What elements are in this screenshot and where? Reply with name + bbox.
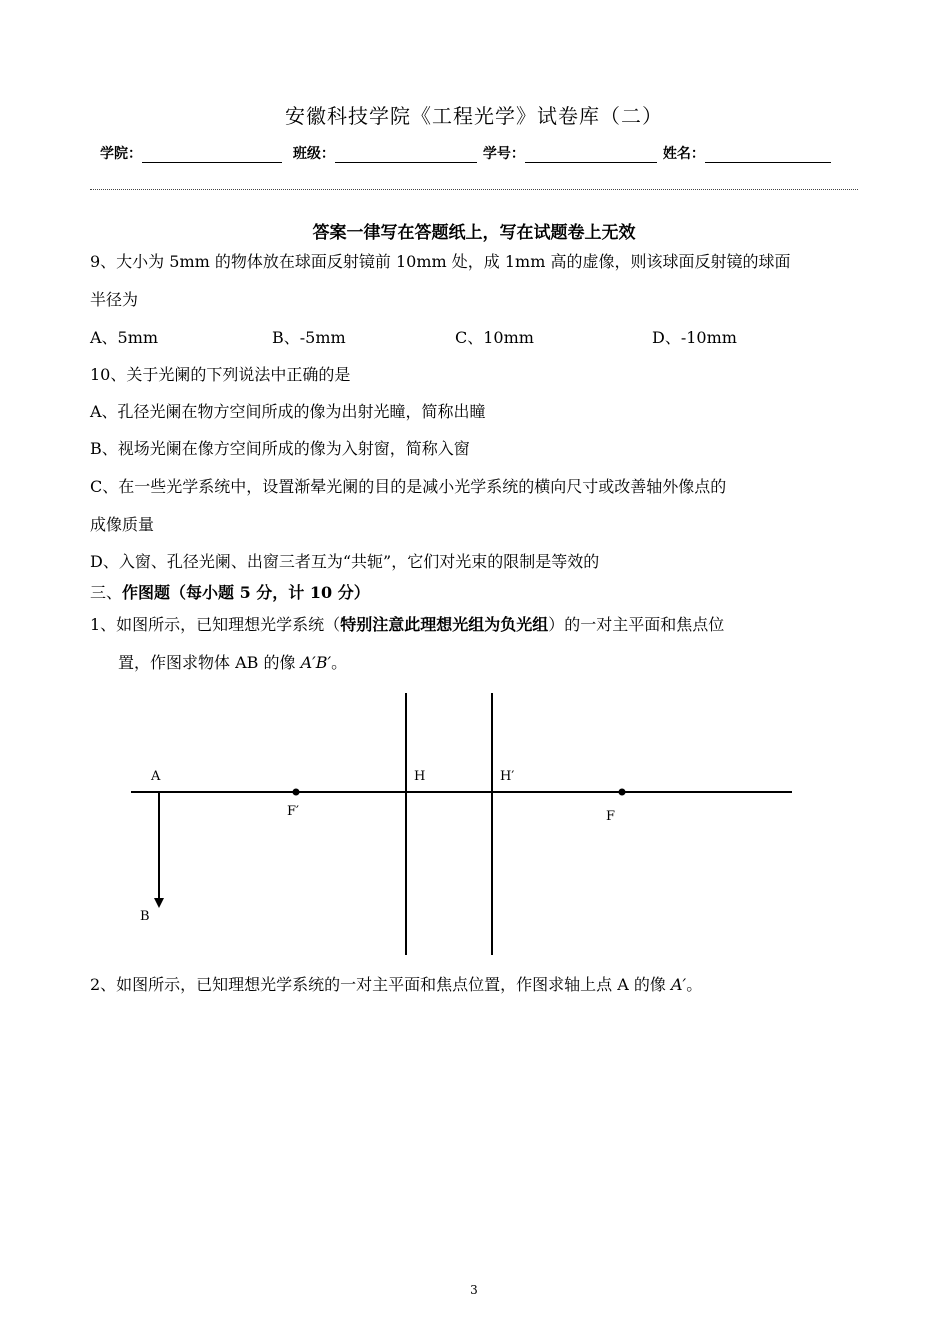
q10-option-a: A、孔径光阑在物方空间所成的像为出射光瞳，简称出瞳 [90, 402, 486, 421]
q9-option-b: B、-5mm [272, 328, 346, 347]
answer-notice: 答案一律写在答题纸上，写在试题卷上无效 [312, 223, 636, 243]
q10-option-c-line2: 成像质量 [90, 515, 155, 534]
class-label: 班级： [292, 146, 335, 162]
label-b: B [140, 909, 150, 924]
p2-text-image: A′ [671, 975, 687, 994]
p2-text [90, 972, 702, 995]
q10-option-b: B、视场光阑在像方空间所成的像为入射窗，简称入窗 [90, 439, 470, 458]
p1-line2-b: 。 [331, 653, 348, 672]
p1-line1-b: ）的一对主平面和焦点位 [548, 615, 725, 634]
label-f: F [606, 809, 616, 824]
q9-stem-line1: 9、大小为 5mm 的物体放在球面反射镜前 10mm 处，成 1mm 高的虚像，则该球面反射镜的球面 [90, 252, 791, 271]
college-label: 学院： [100, 146, 142, 162]
name-label: 姓名： [662, 146, 705, 162]
p1-line1-bold: 特别注意此理想光组为负光组 [340, 615, 549, 634]
page-number: 3 [470, 1283, 478, 1297]
q10-option-d: D、入窗、孔径光阑、出窗三者互为“共轭”，它们对光束的限制是等效的 [90, 552, 600, 571]
p1-line1-a: 1、如图所示，已知理想光学系统（ [90, 615, 341, 634]
p2-text-b: 。 [686, 975, 703, 994]
p2-text-a: 2、如图所示，已知理想光学系统的一对主平面和焦点位置，作图求轴上点 A 的像 [90, 975, 671, 994]
q9-option-d: D、-10mm [652, 328, 737, 347]
q9-option-c: C、10mm [455, 328, 534, 347]
p1-line2-a: 置，作图求物体 AB 的像 [118, 653, 301, 672]
label-a: A [151, 769, 161, 784]
q9-option-a: A、5mm [90, 328, 159, 347]
section3-title: 作图题（每小题 5 分，计 10 分） [122, 583, 370, 602]
p1-line2-image: A′B′ [300, 653, 332, 672]
q10-option-c-line1: C、在一些光学系统中，设置渐晕光阑的目的是减小光学系统的横向尺寸或改善轴外像点的 [90, 477, 727, 496]
label-h: H [414, 769, 426, 784]
q10-stem: 10、关于光阑的下列说法中正确的是 [90, 365, 351, 384]
focal-point-f-prime [293, 789, 300, 796]
q9-stem-line2: 半径为 [90, 290, 139, 309]
label-h-prime: H′ [500, 769, 515, 784]
label-f-prime: F′ [287, 804, 299, 819]
student-id-label: 学号： [482, 146, 525, 162]
exam-title: 安徽科技学院《工程光学》试卷库（二） [285, 104, 663, 128]
section3-prefix: 三、 [90, 583, 123, 602]
focal-point-f [619, 789, 626, 796]
object-ab-arrowhead [154, 898, 164, 908]
